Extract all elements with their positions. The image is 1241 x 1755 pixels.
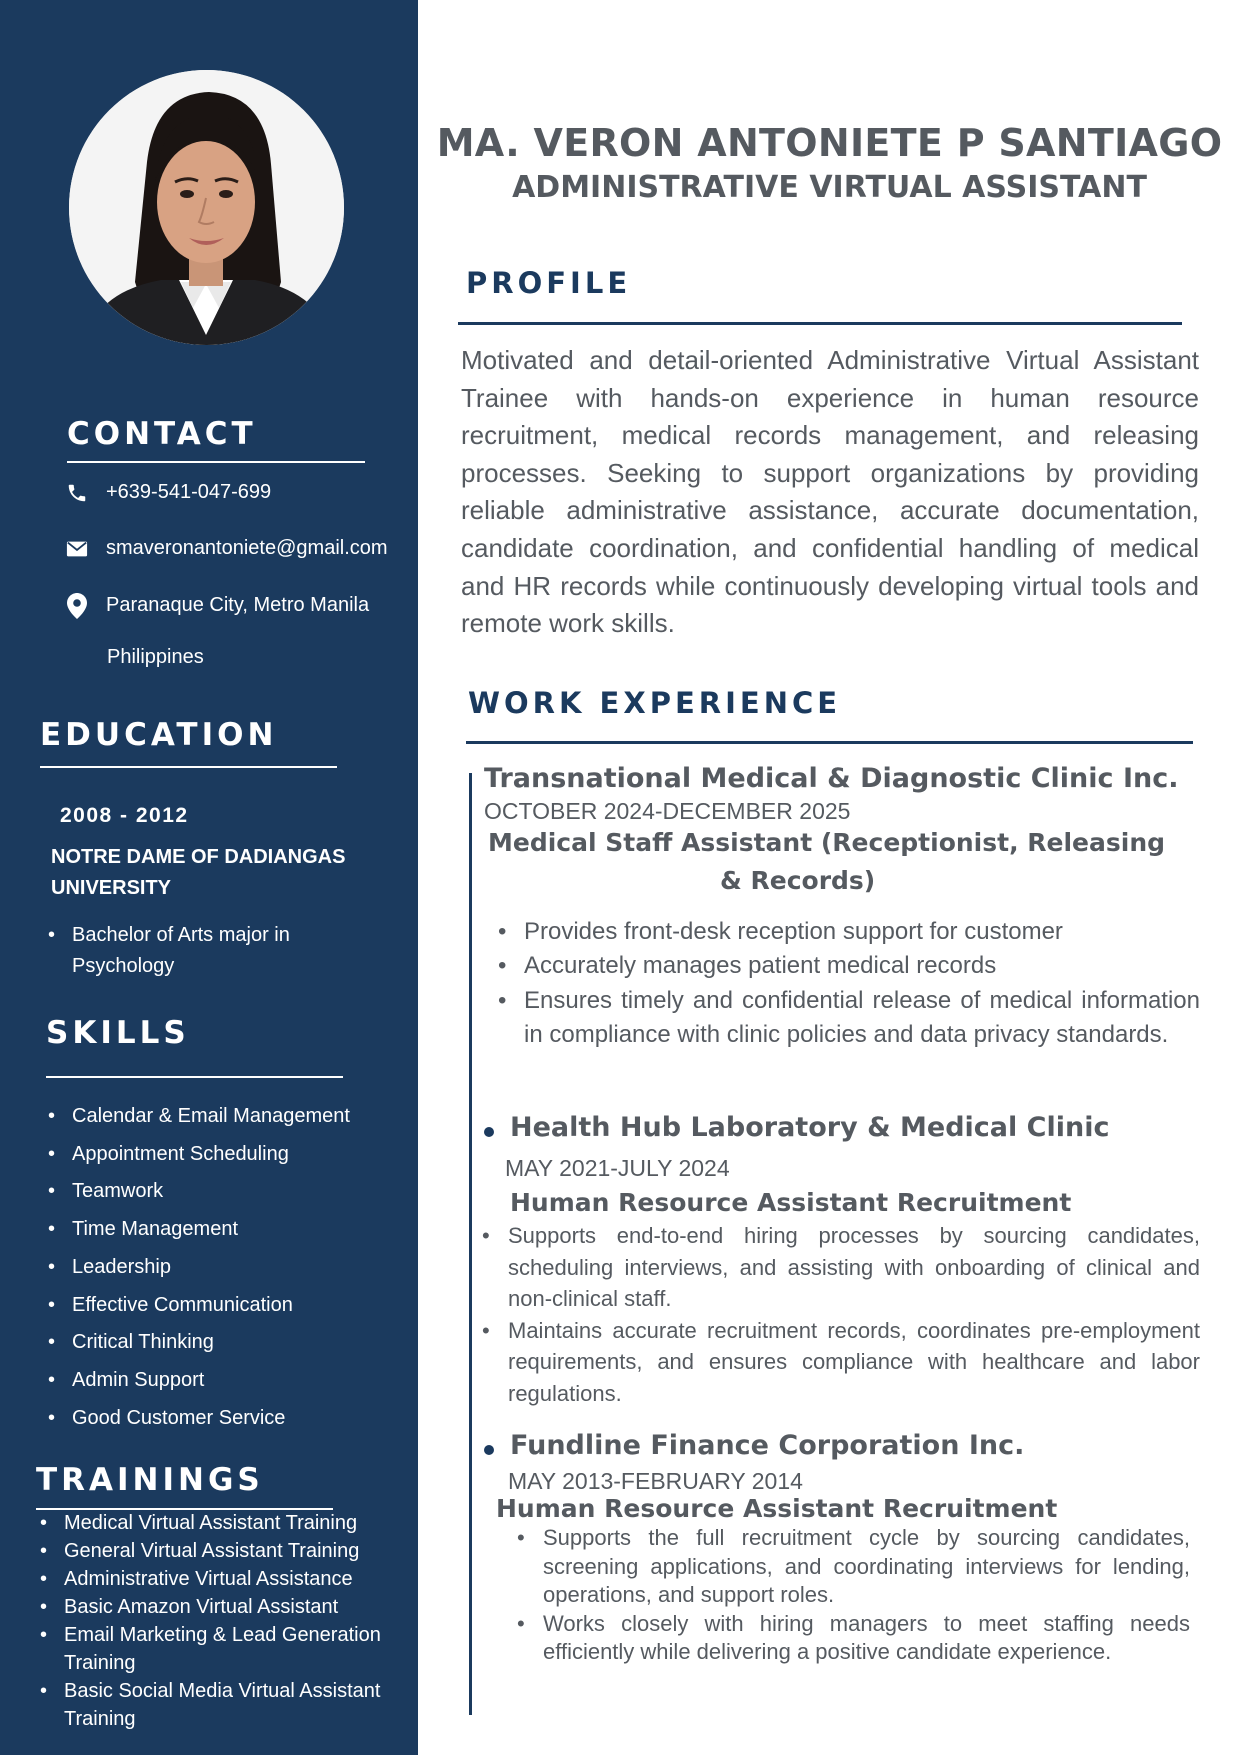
job-title: Human Resource Assistant Recruitment xyxy=(496,1494,1058,1523)
trainings-heading: TRAININGS xyxy=(36,1462,264,1498)
list-item: • Leadership xyxy=(48,1249,388,1287)
list-item: • General Virtual Assistant Training xyxy=(40,1537,410,1565)
list-item: • Good Customer Service xyxy=(48,1400,388,1438)
sidebar xyxy=(0,0,418,1755)
education-heading: EDUCATION xyxy=(40,717,278,753)
job-duties xyxy=(513,1524,1190,1667)
list-item: • Critical Thinking xyxy=(48,1324,388,1362)
education-school: NOTRE DAME OF DADIANGAS UNIVERSITY xyxy=(51,846,346,899)
candidate-role: ADMINISTRATIVE VIRTUAL ASSISTANT xyxy=(512,170,1147,205)
list-item: • Ensures timely and confidential release of medical information in compliance with clinic policies and data privacy standards. xyxy=(494,984,1200,1053)
job-dates: MAY 2021-JULY 2024 xyxy=(505,1155,730,1181)
avatar xyxy=(69,70,344,345)
timeline-dot xyxy=(484,1445,494,1455)
email-address[interactable]: smaveronantoniete@gmail.com xyxy=(106,537,388,559)
skills-heading: SKILLS xyxy=(46,1015,190,1051)
contact-divider xyxy=(67,461,365,463)
degree-list xyxy=(48,920,368,982)
contact-address xyxy=(66,594,369,617)
profile-photo xyxy=(69,70,344,345)
profile-divider xyxy=(458,322,1182,325)
timeline-line xyxy=(469,773,472,1715)
skills-list xyxy=(48,1098,388,1437)
list-item: • Administrative Virtual Assistance xyxy=(40,1565,410,1593)
list-item: • Maintains accurate recruitment records, coordinates pre-employment requirements, and ensures compliance with healthcare and labor regulations. xyxy=(478,1315,1200,1410)
work-heading: WORK EXPERIENCE xyxy=(468,686,842,720)
address-line1: Paranaque City, Metro Manila xyxy=(106,594,370,616)
phone-number[interactable]: +639-541-047-699 xyxy=(106,481,272,503)
list-item: • Accurately manages patient medical records xyxy=(494,949,1200,983)
list-item: • Time Management xyxy=(48,1211,388,1249)
list-item: • Appointment Scheduling xyxy=(48,1136,388,1174)
candidate-name: MA. VERON ANTONIETE P SANTIAGO xyxy=(436,121,1223,165)
job-duties xyxy=(494,915,1200,1053)
education-years: 2008 - 2012 xyxy=(60,804,189,827)
list-item: • Teamwork xyxy=(48,1173,388,1211)
list-item: • Basic Social Media Virtual Assistant Training xyxy=(40,1677,410,1733)
list-item: • Works closely with hiring managers to meet staffing needs efficiently while delivering a positive candidate experience. xyxy=(513,1610,1190,1667)
list-item: • Bachelor of Arts major in Psychology xyxy=(48,920,368,982)
job-dates: MAY 2013-FEBRUARY 2014 xyxy=(508,1468,803,1494)
job-company: Fundline Finance Corporation Inc. xyxy=(510,1430,1025,1461)
phone-icon xyxy=(66,482,88,504)
job-dates: OCTOBER 2024-DECEMBER 2025 xyxy=(484,798,851,824)
list-item: • Basic Amazon Virtual Assistant xyxy=(40,1593,410,1621)
list-item: • Provides front-desk reception support for customer xyxy=(494,915,1200,949)
list-item: • Calendar & Email Management xyxy=(48,1098,388,1136)
list-item: • Supports the full recruitment cycle by sourcing candidates, screening applications, and coordinating interviews for lending, operations, and support roles. xyxy=(513,1524,1190,1610)
work-divider xyxy=(466,741,1193,744)
education-divider xyxy=(40,766,337,768)
job-duties xyxy=(478,1220,1200,1409)
profile-summary: Motivated and detail-oriented Administrative Virtual Assistant Trainee with hands-on experience in human resource recruitment, medical records management, and releasing processes. Seeking to support organizations by providing reliable administrative assistance, accurate documentation, candidate coordination, and confidential handling of medical and HR records while continuously developing virtual tools and remote work skills. xyxy=(461,345,1199,639)
list-item: • Email Marketing & Lead Generation Training xyxy=(40,1621,410,1677)
skills-divider xyxy=(46,1076,343,1078)
list-item: • Effective Communication xyxy=(48,1287,388,1325)
contact-email xyxy=(66,537,388,560)
profile-heading: PROFILE xyxy=(466,266,632,300)
list-item: • Admin Support xyxy=(48,1362,388,1400)
job-title: Human Resource Assistant Recruitment xyxy=(510,1188,1072,1217)
trainings-list xyxy=(40,1509,410,1733)
address-line2: Philippines xyxy=(107,646,204,668)
job-company: Health Hub Laboratory & Medical Clinic xyxy=(510,1112,1110,1143)
timeline-dot xyxy=(484,1127,494,1137)
contact-phone xyxy=(66,481,271,504)
job-company: Transnational Medical & Diagnostic Clinic Inc. xyxy=(484,763,1179,794)
job-title-continued: & Records) xyxy=(720,866,876,895)
location-icon xyxy=(66,595,88,617)
contact-heading: CONTACT xyxy=(67,416,257,452)
list-item: • Medical Virtual Assistant Training xyxy=(40,1509,410,1537)
list-item: • Supports end-to-end hiring processes by sourcing candidates, scheduling interviews, and assisting with onboarding of clinical and non-clinical staff. xyxy=(478,1220,1200,1315)
email-icon xyxy=(66,538,88,560)
job-title: Medical Staff Assistant (Receptionist, Releasing xyxy=(488,828,1166,857)
